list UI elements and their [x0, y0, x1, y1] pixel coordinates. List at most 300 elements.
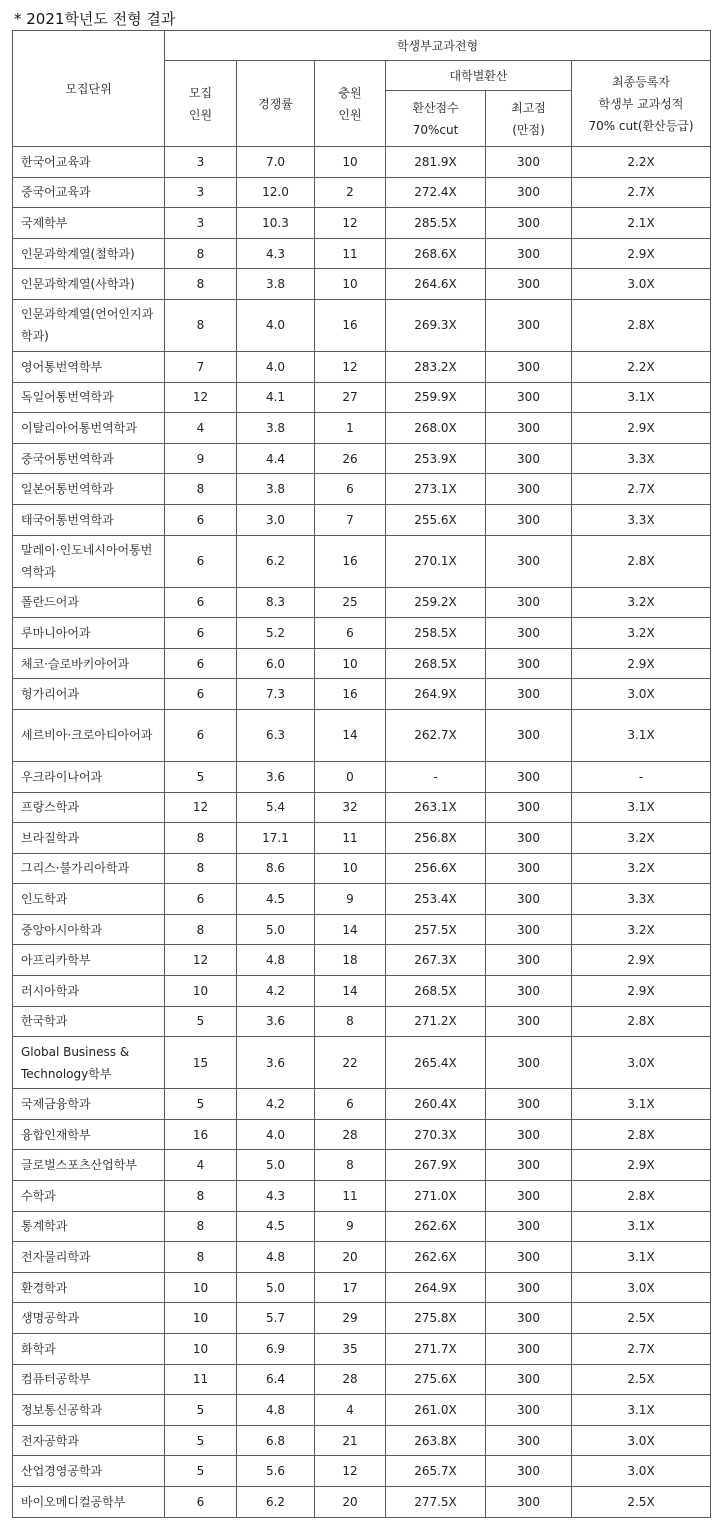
competition-rate-cell: 6.0: [237, 648, 315, 679]
quota-cell: 5: [165, 761, 237, 792]
quota-cell: 6: [165, 587, 237, 618]
table-row: [13, 914, 711, 945]
unit-name-cell: 말레이·인도네시아어통번역학과: [13, 535, 165, 587]
page-title: * 2021학년도 전형 결과: [14, 10, 176, 28]
final-grade-cell: 3.3X: [572, 504, 711, 535]
max-score-cell: 300: [486, 1089, 572, 1120]
quota-cell: 11: [165, 1364, 237, 1395]
table-row: [13, 1425, 711, 1456]
table-row: [13, 1150, 711, 1181]
unit-name-cell: 러시아학과: [13, 976, 165, 1007]
final-grade-cell: 3.1X: [572, 709, 711, 761]
table-row: [13, 1272, 711, 1303]
waitlist-fill-cell: 10: [315, 853, 386, 884]
final-grade-cell: 3.2X: [572, 823, 711, 854]
quota-cell: 12: [165, 382, 237, 413]
unit-name-cell: 폴란드어과: [13, 587, 165, 618]
unit-name-cell: 영어통번역학부: [13, 351, 165, 382]
max-score-cell: 300: [486, 443, 572, 474]
waitlist-fill-cell: 11: [315, 823, 386, 854]
unit-name-cell: 생명공학과: [13, 1303, 165, 1334]
max-score-cell: 300: [486, 976, 572, 1007]
converted-score-cell: 267.3X: [386, 945, 486, 976]
max-score-cell: 300: [486, 761, 572, 792]
final-grade-cell: 2.8X: [572, 1006, 711, 1037]
waitlist-fill-cell: 6: [315, 1089, 386, 1120]
max-score-cell: 300: [486, 945, 572, 976]
competition-rate-cell: 12.0: [237, 177, 315, 208]
converted-score-cell: 268.0X: [386, 413, 486, 444]
competition-rate-cell: 4.0: [237, 1119, 315, 1150]
waitlist-fill-cell: 16: [315, 679, 386, 710]
converted-score-cell: 283.2X: [386, 351, 486, 382]
max-score-cell: 300: [486, 1395, 572, 1426]
max-score-cell: 300: [486, 474, 572, 505]
header-conv-score-line1: 환산점수: [412, 100, 459, 115]
converted-score-cell: 265.4X: [386, 1037, 486, 1089]
waitlist-fill-cell: 28: [315, 1119, 386, 1150]
max-score-cell: 300: [486, 238, 572, 269]
max-score-cell: 300: [486, 792, 572, 823]
competition-rate-cell: 6.8: [237, 1425, 315, 1456]
competition-rate-cell: 3.0: [237, 504, 315, 535]
final-grade-cell: 3.2X: [572, 587, 711, 618]
waitlist-fill-cell: 21: [315, 1425, 386, 1456]
waitlist-fill-cell: 26: [315, 443, 386, 474]
final-grade-cell: 2.7X: [572, 177, 711, 208]
table-row: [13, 587, 711, 618]
max-score-cell: 300: [486, 208, 572, 239]
competition-rate-cell: 4.3: [237, 238, 315, 269]
table-row: [13, 269, 711, 300]
unit-name-cell: 프랑스학과: [13, 792, 165, 823]
max-score-cell: 300: [486, 679, 572, 710]
quota-cell: 5: [165, 1425, 237, 1456]
final-grade-cell: 3.2X: [572, 914, 711, 945]
table-row: [13, 823, 711, 854]
max-score-cell: 300: [486, 618, 572, 649]
table-row: [13, 1089, 711, 1120]
final-grade-cell: 3.3X: [572, 443, 711, 474]
final-grade-cell: 2.9X: [572, 1150, 711, 1181]
converted-score-cell: 285.5X: [386, 208, 486, 239]
competition-rate-cell: 3.8: [237, 413, 315, 444]
waitlist-fill-cell: 12: [315, 1456, 386, 1487]
table-row: [13, 1334, 711, 1365]
competition-rate-cell: 8.3: [237, 587, 315, 618]
max-score-cell: 300: [486, 884, 572, 915]
final-grade-cell: 3.2X: [572, 853, 711, 884]
unit-name-cell: 우크라이나어과: [13, 761, 165, 792]
waitlist-fill-cell: 0: [315, 761, 386, 792]
quota-cell: 6: [165, 648, 237, 679]
header-max-score: [486, 91, 572, 147]
competition-rate-cell: 3.6: [237, 761, 315, 792]
waitlist-fill-cell: 14: [315, 914, 386, 945]
header-competition: 경쟁률: [237, 61, 315, 147]
table-row: [13, 238, 711, 269]
quota-cell: 12: [165, 792, 237, 823]
competition-rate-cell: 5.7: [237, 1303, 315, 1334]
waitlist-fill-cell: 14: [315, 976, 386, 1007]
max-score-cell: 300: [486, 504, 572, 535]
unit-name-cell: 아프리카학부: [13, 945, 165, 976]
competition-rate-cell: 4.5: [237, 884, 315, 915]
waitlist-fill-cell: 14: [315, 709, 386, 761]
unit-name-cell: 한국어교육과: [13, 147, 165, 178]
max-score-cell: 300: [486, 1119, 572, 1150]
max-score-cell: 300: [486, 1037, 572, 1089]
quota-cell: 6: [165, 709, 237, 761]
competition-rate-cell: 3.6: [237, 1037, 315, 1089]
converted-score-cell: 270.3X: [386, 1119, 486, 1150]
converted-score-cell: 263.8X: [386, 1425, 486, 1456]
quota-cell: 5: [165, 1395, 237, 1426]
header-waitlist: [315, 61, 386, 147]
table-row: [13, 709, 711, 761]
converted-score-cell: 268.5X: [386, 648, 486, 679]
waitlist-fill-cell: 11: [315, 238, 386, 269]
waitlist-fill-cell: 29: [315, 1303, 386, 1334]
table-row: [13, 976, 711, 1007]
converted-score-cell: 270.1X: [386, 535, 486, 587]
converted-score-cell: 273.1X: [386, 474, 486, 505]
competition-rate-cell: 6.2: [237, 1486, 315, 1517]
header-final-line1: 최종등록자: [612, 74, 670, 89]
competition-rate-cell: 4.3: [237, 1181, 315, 1212]
converted-score-cell: -: [386, 761, 486, 792]
header-max-line2: (만점): [512, 122, 545, 137]
quota-cell: 6: [165, 504, 237, 535]
header-conv-score: [386, 91, 486, 147]
final-grade-cell: 2.2X: [572, 351, 711, 382]
header-final-line3: 70% cut(환산등급): [588, 118, 694, 133]
quota-cell: 9: [165, 443, 237, 474]
unit-name-cell: 환경학과: [13, 1272, 165, 1303]
quota-cell: 12: [165, 945, 237, 976]
unit-name-cell: 수학과: [13, 1181, 165, 1212]
waitlist-fill-cell: 8: [315, 1150, 386, 1181]
waitlist-fill-cell: 10: [315, 648, 386, 679]
max-score-cell: 300: [486, 709, 572, 761]
converted-score-cell: 257.5X: [386, 914, 486, 945]
waitlist-fill-cell: 10: [315, 147, 386, 178]
waitlist-fill-cell: 11: [315, 1181, 386, 1212]
header-quota-line2: 인원: [188, 107, 213, 122]
waitlist-fill-cell: 32: [315, 792, 386, 823]
unit-name-cell: 헝가리어과: [13, 679, 165, 710]
competition-rate-cell: 10.3: [237, 208, 315, 239]
competition-rate-cell: 5.0: [237, 914, 315, 945]
quota-cell: 8: [165, 1242, 237, 1273]
header-quota-line1: 모집: [188, 85, 213, 100]
converted-score-cell: 271.2X: [386, 1006, 486, 1037]
max-score-cell: 300: [486, 1303, 572, 1334]
unit-name-cell: 중국어통번역학과: [13, 443, 165, 474]
unit-name-cell: 바이오메디컬공학부: [13, 1486, 165, 1517]
header-final-registrant: [572, 61, 711, 147]
header-max-line1: 최고점: [511, 100, 546, 115]
competition-rate-cell: 4.0: [237, 351, 315, 382]
admission-results-table: [12, 30, 711, 1518]
unit-name-cell: 중앙아시아학과: [13, 914, 165, 945]
table-row: [13, 648, 711, 679]
quota-cell: 10: [165, 1272, 237, 1303]
waitlist-fill-cell: 12: [315, 351, 386, 382]
header-conversion-group: 대학별환산: [386, 61, 572, 91]
competition-rate-cell: 7.3: [237, 679, 315, 710]
waitlist-fill-cell: 9: [315, 884, 386, 915]
table-body: [13, 147, 711, 1518]
max-score-cell: 300: [486, 1425, 572, 1456]
table-row: [13, 1364, 711, 1395]
final-grade-cell: 2.8X: [572, 1181, 711, 1212]
table-row: [13, 945, 711, 976]
converted-score-cell: 268.5X: [386, 976, 486, 1007]
competition-rate-cell: 4.4: [237, 443, 315, 474]
competition-rate-cell: 4.2: [237, 1089, 315, 1120]
max-score-cell: 300: [486, 1006, 572, 1037]
final-grade-cell: 2.9X: [572, 648, 711, 679]
table-row: [13, 535, 711, 587]
unit-name-cell: 전자물리학과: [13, 1242, 165, 1273]
converted-score-cell: 253.9X: [386, 443, 486, 474]
converted-score-cell: 265.7X: [386, 1456, 486, 1487]
final-grade-cell: 3.0X: [572, 1037, 711, 1089]
waitlist-fill-cell: 1: [315, 413, 386, 444]
final-grade-cell: 3.1X: [572, 1211, 711, 1242]
quota-cell: 3: [165, 208, 237, 239]
final-grade-cell: 2.9X: [572, 945, 711, 976]
max-score-cell: 300: [486, 1486, 572, 1517]
converted-score-cell: 255.6X: [386, 504, 486, 535]
header-final-line2: 학생부 교과성적: [598, 96, 684, 111]
converted-score-cell: 259.9X: [386, 382, 486, 413]
max-score-cell: 300: [486, 535, 572, 587]
quota-cell: 8: [165, 823, 237, 854]
competition-rate-cell: 17.1: [237, 823, 315, 854]
waitlist-fill-cell: 35: [315, 1334, 386, 1365]
final-grade-cell: 3.2X: [572, 618, 711, 649]
quota-cell: 6: [165, 1486, 237, 1517]
waitlist-fill-cell: 20: [315, 1486, 386, 1517]
quota-cell: 5: [165, 1456, 237, 1487]
quota-cell: 5: [165, 1089, 237, 1120]
final-grade-cell: 3.1X: [572, 382, 711, 413]
table-row: [13, 1181, 711, 1212]
quota-cell: 8: [165, 853, 237, 884]
unit-name-cell: 전자공학과: [13, 1425, 165, 1456]
max-score-cell: 300: [486, 299, 572, 351]
unit-name-cell: 태국어통번역학과: [13, 504, 165, 535]
max-score-cell: 300: [486, 853, 572, 884]
unit-name-cell: 중국어교육과: [13, 177, 165, 208]
table-row: [13, 177, 711, 208]
converted-score-cell: 259.2X: [386, 587, 486, 618]
quota-cell: 6: [165, 884, 237, 915]
unit-name-cell: 인도학과: [13, 884, 165, 915]
waitlist-fill-cell: 6: [315, 474, 386, 505]
final-grade-cell: 3.0X: [572, 1425, 711, 1456]
waitlist-fill-cell: 8: [315, 1006, 386, 1037]
unit-name-cell: 루마니아어과: [13, 618, 165, 649]
max-score-cell: 300: [486, 1211, 572, 1242]
unit-name-cell: 이탈리아어통번역학과: [13, 413, 165, 444]
header-conv-score-line2: 70%cut: [412, 122, 459, 137]
final-grade-cell: 3.1X: [572, 1242, 711, 1273]
quota-cell: 15: [165, 1037, 237, 1089]
quota-cell: 10: [165, 976, 237, 1007]
quota-cell: 7: [165, 351, 237, 382]
competition-rate-cell: 4.5: [237, 1211, 315, 1242]
converted-score-cell: 261.0X: [386, 1395, 486, 1426]
quota-cell: 3: [165, 147, 237, 178]
quota-cell: 6: [165, 618, 237, 649]
unit-name-cell: 독일어통번역학과: [13, 382, 165, 413]
quota-cell: 16: [165, 1119, 237, 1150]
unit-name-cell: 체코·슬로바키아어과: [13, 648, 165, 679]
final-grade-cell: 2.8X: [572, 535, 711, 587]
table-row: [13, 351, 711, 382]
final-grade-cell: 2.8X: [572, 299, 711, 351]
quota-cell: 10: [165, 1334, 237, 1365]
quota-cell: 4: [165, 413, 237, 444]
competition-rate-cell: 4.1: [237, 382, 315, 413]
quota-cell: 6: [165, 679, 237, 710]
table-row: [13, 853, 711, 884]
converted-score-cell: 253.4X: [386, 884, 486, 915]
unit-name-cell: 인문과학계열(언어인지과학과): [13, 299, 165, 351]
converted-score-cell: 275.6X: [386, 1364, 486, 1395]
competition-rate-cell: 4.8: [237, 1395, 315, 1426]
quota-cell: 4: [165, 1150, 237, 1181]
waitlist-fill-cell: 27: [315, 382, 386, 413]
converted-score-cell: 264.6X: [386, 269, 486, 300]
final-grade-cell: -: [572, 761, 711, 792]
converted-score-cell: 256.6X: [386, 853, 486, 884]
competition-rate-cell: 5.6: [237, 1456, 315, 1487]
waitlist-fill-cell: 16: [315, 299, 386, 351]
competition-rate-cell: 3.8: [237, 269, 315, 300]
converted-score-cell: 281.9X: [386, 147, 486, 178]
table-row: [13, 147, 711, 178]
converted-score-cell: 268.6X: [386, 238, 486, 269]
header-unit: 모집단위: [13, 31, 165, 147]
max-score-cell: 300: [486, 1150, 572, 1181]
waitlist-fill-cell: 20: [315, 1242, 386, 1273]
competition-rate-cell: 5.2: [237, 618, 315, 649]
max-score-cell: 300: [486, 1181, 572, 1212]
final-grade-cell: 3.0X: [572, 1456, 711, 1487]
max-score-cell: 300: [486, 648, 572, 679]
competition-rate-cell: 6.9: [237, 1334, 315, 1365]
table-row: [13, 618, 711, 649]
converted-score-cell: 262.7X: [386, 709, 486, 761]
converted-score-cell: 258.5X: [386, 618, 486, 649]
unit-name-cell: 세르비아·크로아티아어과: [13, 709, 165, 761]
final-grade-cell: 2.5X: [572, 1486, 711, 1517]
competition-rate-cell: 5.0: [237, 1150, 315, 1181]
final-grade-cell: 3.0X: [572, 1272, 711, 1303]
max-score-cell: 300: [486, 1364, 572, 1395]
converted-score-cell: 272.4X: [386, 177, 486, 208]
competition-rate-cell: 6.2: [237, 535, 315, 587]
converted-score-cell: 264.9X: [386, 1272, 486, 1303]
header-waitlist-line1: 충원: [338, 85, 362, 100]
competition-rate-cell: 3.8: [237, 474, 315, 505]
table-row: [13, 679, 711, 710]
unit-name-cell: 산업경영공학과: [13, 1456, 165, 1487]
header-quota: [165, 61, 237, 147]
converted-score-cell: 271.0X: [386, 1181, 486, 1212]
converted-score-cell: 262.6X: [386, 1242, 486, 1273]
unit-name-cell: 화학과: [13, 1334, 165, 1365]
final-grade-cell: 2.5X: [572, 1364, 711, 1395]
competition-rate-cell: 4.2: [237, 976, 315, 1007]
final-grade-cell: 3.1X: [572, 792, 711, 823]
waitlist-fill-cell: 22: [315, 1037, 386, 1089]
quota-cell: 8: [165, 269, 237, 300]
final-grade-cell: 3.1X: [572, 1395, 711, 1426]
table-row: [13, 443, 711, 474]
max-score-cell: 300: [486, 351, 572, 382]
max-score-cell: 300: [486, 147, 572, 178]
max-score-cell: 300: [486, 1272, 572, 1303]
converted-score-cell: 271.7X: [386, 1334, 486, 1365]
max-score-cell: 300: [486, 823, 572, 854]
waitlist-fill-cell: 25: [315, 587, 386, 618]
competition-rate-cell: 5.0: [237, 1272, 315, 1303]
final-grade-cell: 2.5X: [572, 1303, 711, 1334]
final-grade-cell: 2.9X: [572, 238, 711, 269]
quota-cell: 8: [165, 1181, 237, 1212]
converted-score-cell: 264.9X: [386, 679, 486, 710]
unit-name-cell: 정보통신공학과: [13, 1395, 165, 1426]
quota-cell: 8: [165, 914, 237, 945]
quota-cell: 5: [165, 1006, 237, 1037]
table-row: [13, 413, 711, 444]
table-row: [13, 1486, 711, 1517]
competition-rate-cell: 3.6: [237, 1006, 315, 1037]
quota-cell: 10: [165, 1303, 237, 1334]
max-score-cell: 300: [486, 269, 572, 300]
table-row: [13, 761, 711, 792]
final-grade-cell: 3.3X: [572, 884, 711, 915]
converted-score-cell: 256.8X: [386, 823, 486, 854]
max-score-cell: 300: [486, 1242, 572, 1273]
competition-rate-cell: 6.4: [237, 1364, 315, 1395]
final-grade-cell: 3.1X: [572, 1089, 711, 1120]
table-row: [13, 1303, 711, 1334]
table-header: [13, 31, 711, 147]
competition-rate-cell: 4.0: [237, 299, 315, 351]
converted-score-cell: 267.9X: [386, 1150, 486, 1181]
table-row: [13, 1119, 711, 1150]
table-row: [13, 1006, 711, 1037]
unit-name-cell: 한국학과: [13, 1006, 165, 1037]
table-row: [13, 382, 711, 413]
competition-rate-cell: 5.4: [237, 792, 315, 823]
converted-score-cell: 277.5X: [386, 1486, 486, 1517]
unit-name-cell: 통계학과: [13, 1211, 165, 1242]
unit-name-cell: 그리스·불가리아학과: [13, 853, 165, 884]
converted-score-cell: 260.4X: [386, 1089, 486, 1120]
table-row: [13, 884, 711, 915]
quota-cell: 8: [165, 299, 237, 351]
unit-name-cell: 브라질학과: [13, 823, 165, 854]
table-row: [13, 299, 711, 351]
table-row: [13, 1456, 711, 1487]
